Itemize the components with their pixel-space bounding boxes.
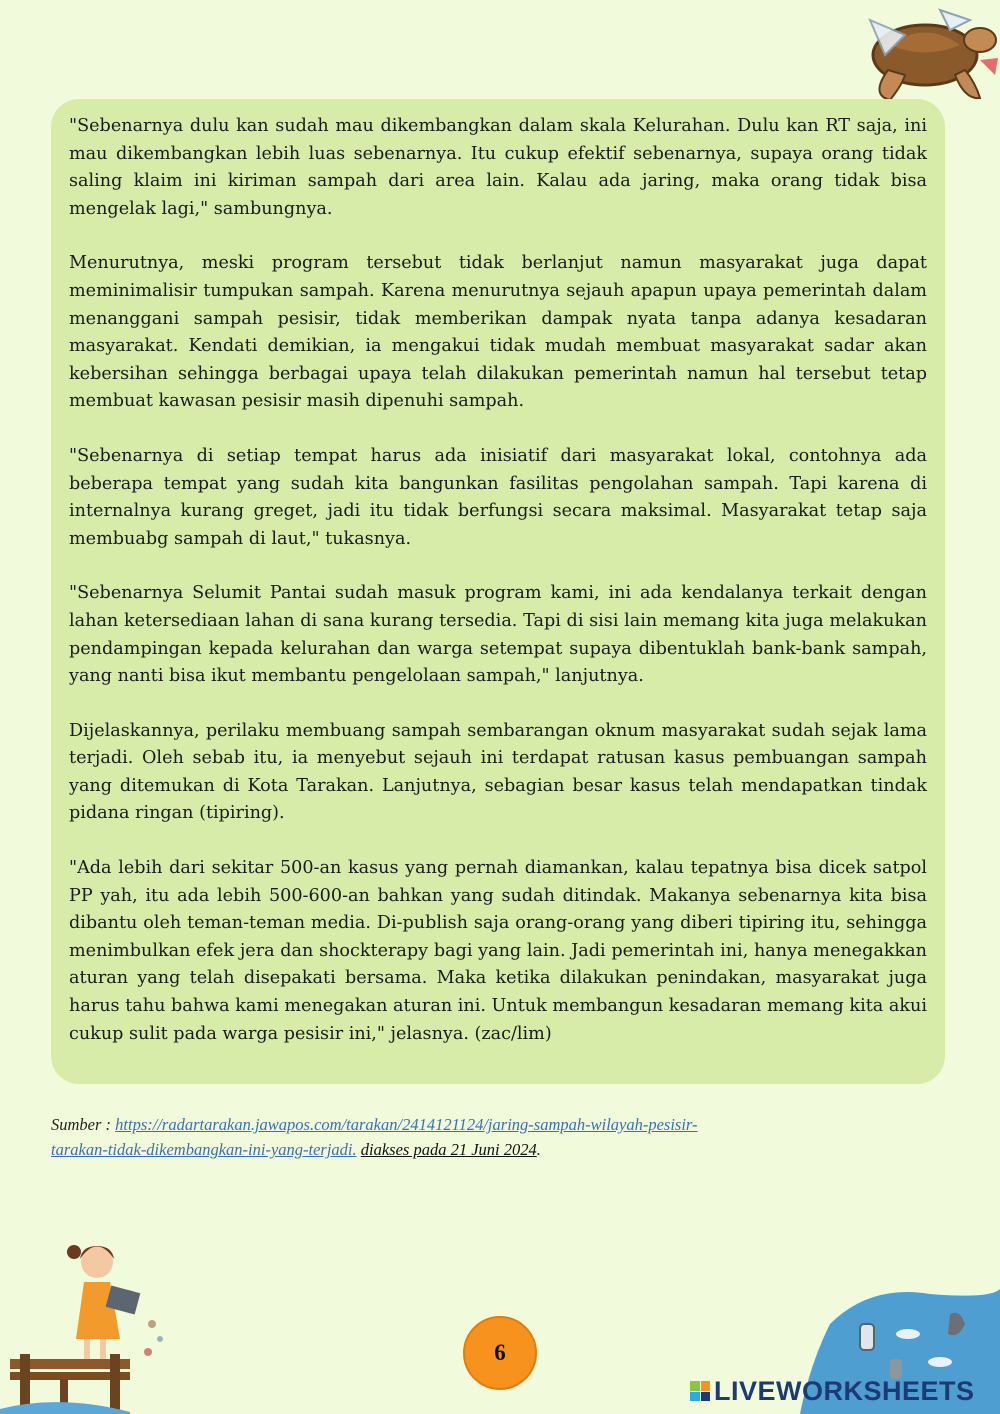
article-paragraph-2: Menurutnya, meski program tersebut tidak berlanjut namun masyarakat juga dapat meminimalisir tumpukan sampah. Karena menurutnya sejauh apapun upaya pemerintah dalam menanggani sampah pesisir, tidak memberikan dampak nyata tanpa adanya kesadaran masyarakat. Kendati demikian, ia mengakui tidak mudah membuat masyarakat sadar akan kebersihan sehingga berbagai upaya telah dilakukan pemerintah namun hal tersebut tetap membuat kawasan pesisir masih dipenuhi sampah. [69,253,927,412]
source-citation [51,1112,931,1162]
article-paragraph-3: "Sebenarnya di setiap tempat harus ada inisiatif dari masyarakat lokal, contohnya ada beberapa tempat yang sudah kita bangunkan fasilitas pengolahan sampah. Tapi karena di internalnya kurang greget, jadi itu tidak berfungsi secara maksimal. Masyarakat tetap saja membuabg sampah di laut," tukasnya. [69,445,927,549]
source-link[interactable]: https://radartarakan.jawapos.com/tarakan/2414121124/jaring-sampah-wilayah-pesisir- tarakan-tidak-dikembangkan-ini-yang-terjadi. [51,1115,698,1159]
page-number-badge: 6 [463,1316,537,1390]
article-text-box [51,99,945,1084]
article-paragraph-6: "Ada lebih dari sekitar 500-an kasus yang pernah diamankan, kalau tepatnya bisa dicek satpol PP yah, itu ada lebih 500-600-an bahkan yang sudah ditindak. Makanya sebenarnya kita bisa dibantu oleh teman-teman media. Di-publish saja orang-orang yang diberi tipiring itu, sehingga menimbulkan efek jera dan shockterapy bagi yang lain. Jadi pemerintah ini, hanya menegakkan aturan yang telah disepakati bersama. Maka ketika dilakukan penindakan, masyarakat juga harus tahu bahwa kami menegakan aturan ini. Untuk membangun kesadaran memang kita akui cukup sulit pada warga pesisir ini," jelasnya. (zac/lim) [69,858,927,1044]
source-end: . [536,1140,541,1159]
access-date: diakses pada 21 Juni 2024 [360,1140,537,1159]
logo-text: LIVEWORKSHEETS [714,1375,975,1406]
turtle-illustration [830,0,1000,110]
girl-throwing-trash-illustration [0,1234,200,1414]
article-paragraph-1: "Sebenarnya dulu kan sudah mau dikembangkan dalam skala Kelurahan. Dulu kan RT saja, ini mau dikembangkan lebih luas sebenarnya. Itu cukup efektif sebenarnya, supaya orang tidak saling klaim ini kiriman sampah dari area lain. Kalau ada jaring, maka orang tidak bisa mengelak lagi," sambungnya. [69,116,927,219]
liveworksheets-logo [690,1374,975,1408]
article-paragraph-4: "Sebenarnya Selumit Pantai sudah masuk program kami, ini ada kendalanya terkait dengan lahan ketersediaan lahan di sana kurang tersedia. Tapi di sisi lain memang kita juga melakukan pendampingan kepada kelurahan dan warga setempat supaya dibentuklah bank-bank sampah, yang nanti bisa ikut membantu pengelolaan sampah," lanjutnya. [69,583,927,687]
liveworksheets-mark-icon [690,1381,710,1401]
article-paragraph-5: Dijelaskannya, perilaku membuang sampah sembarangan oknum masyarakat sudah sejak lama terjadi. Oleh sebab itu, ia menyebut sejauh ini terdapat ratusan kasus pembuangan sampah yang ditemukan di Kota Tarakan. Lanjutnya, sebagian besar kasus telah mendapatkan tindak pidana ringan (tipiring). [69,720,927,824]
source-label: Sumber : [51,1115,116,1134]
